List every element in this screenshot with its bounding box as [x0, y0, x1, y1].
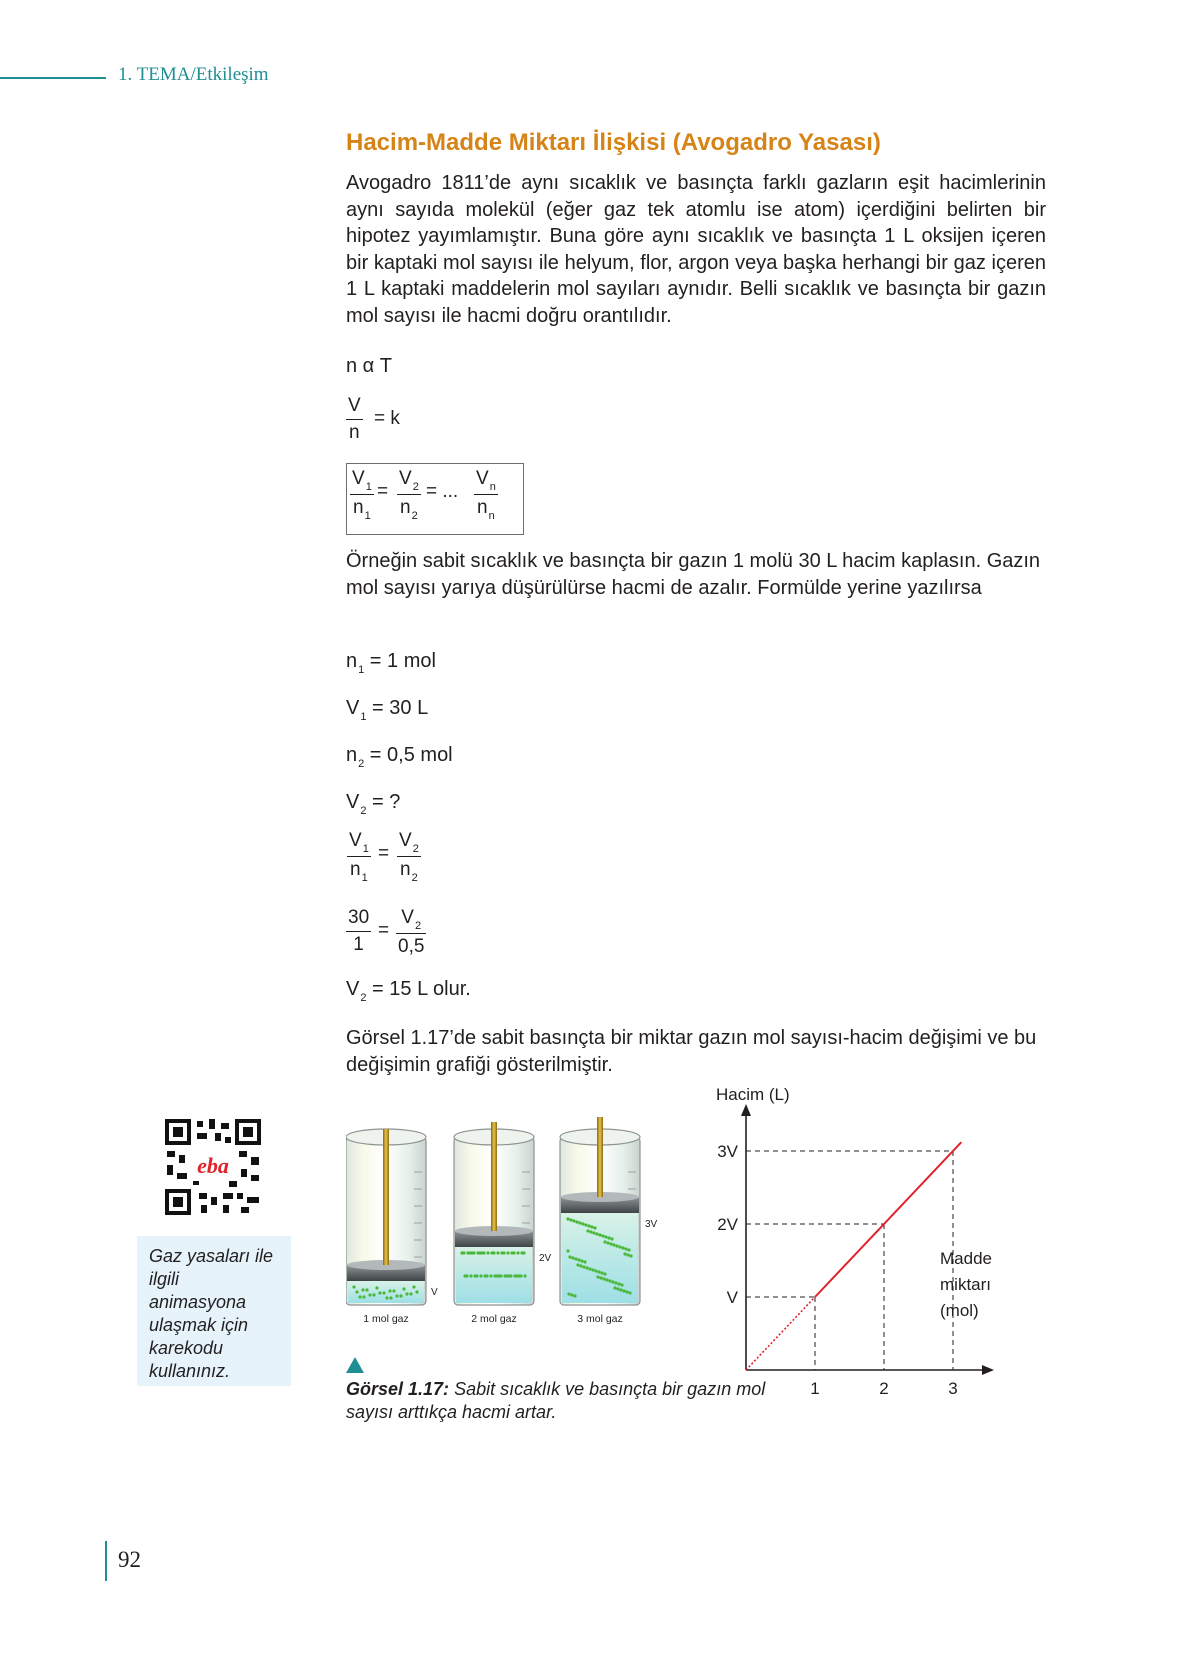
denominator: 0,5: [398, 936, 425, 957]
v-symbol: V: [476, 468, 489, 489]
gas-volume: [348, 1281, 424, 1303]
gas-particle: [402, 1287, 405, 1290]
gas-particle: [566, 1249, 569, 1252]
gas-particle: [624, 1247, 627, 1250]
subscript: 1: [365, 481, 372, 493]
gas-particle: [620, 1283, 623, 1286]
gas-particle: [382, 1291, 385, 1294]
gas-particle: [358, 1295, 361, 1298]
subscript: 2: [414, 920, 422, 932]
gas-particle: [618, 1245, 621, 1248]
gas-particle: [599, 1276, 602, 1279]
equals-sign: =: [378, 920, 390, 941]
gas-particle: [583, 1260, 586, 1263]
gas-particle: [627, 1248, 630, 1251]
volume-label: 3V: [645, 1219, 658, 1230]
gas-particle: [584, 1223, 587, 1226]
formula-substituted-a: [346, 907, 371, 956]
gas-particle: [578, 1221, 581, 1224]
gas-particle: [609, 1242, 612, 1245]
gas-particle: [590, 1225, 593, 1228]
gas-particle: [465, 1274, 468, 1277]
gas-particle: [395, 1294, 398, 1297]
cylinder-2: [454, 1122, 552, 1325]
piston-rod: [491, 1122, 497, 1231]
gas-particle: [512, 1251, 515, 1254]
symbol: V: [346, 978, 360, 1000]
n-symbol: n: [353, 497, 364, 518]
gas-particle: [597, 1270, 600, 1273]
gas-particle: [603, 1240, 606, 1243]
gas-particle: [573, 1294, 576, 1297]
gas-particle: [472, 1251, 475, 1254]
gas-particle: [516, 1251, 519, 1254]
equals-sign: =: [377, 481, 389, 502]
gas-particle: [576, 1263, 579, 1266]
symbol: V: [346, 697, 360, 719]
n-symbol: n: [400, 497, 411, 518]
value-n1: [346, 650, 436, 676]
cylinder-label: 2 mol gaz: [471, 1313, 517, 1325]
gas-particle: [405, 1292, 408, 1295]
gas-particle: [605, 1278, 608, 1281]
gas-particle: [581, 1222, 584, 1225]
gas-particle: [629, 1254, 632, 1257]
gas-particle: [603, 1272, 606, 1275]
x-axis-arrow: [982, 1365, 994, 1375]
cylinder-1: [346, 1129, 438, 1325]
page-number: 92: [118, 1547, 141, 1572]
gas-particle: [409, 1292, 412, 1295]
symbol: n: [346, 650, 358, 672]
gas-particle: [592, 1231, 595, 1234]
formula-vn: [346, 395, 363, 444]
v-symbol: V: [349, 830, 362, 851]
fraction-bar: [397, 494, 421, 495]
gas-particle: [362, 1295, 365, 1298]
gas-particle: [462, 1251, 465, 1254]
gas-particle: [469, 1274, 472, 1277]
gas-particle: [468, 1251, 471, 1254]
gas-particle: [505, 1274, 508, 1277]
gas-particle: [612, 1243, 615, 1246]
gas-particle: [623, 1252, 626, 1255]
gas-particle: [495, 1274, 498, 1277]
subscript: 2: [411, 510, 418, 522]
subscript: 2: [412, 843, 419, 855]
gas-particle: [621, 1246, 624, 1249]
qr-code-icon[interactable]: [163, 1117, 263, 1217]
gas-particle: [475, 1274, 478, 1277]
subscript: 1: [358, 664, 365, 676]
gas-particle: [626, 1253, 629, 1256]
x-tick-label: 3: [948, 1379, 958, 1398]
gas-particle: [502, 1251, 505, 1254]
gas-particle: [482, 1251, 485, 1254]
gas-particle: [570, 1293, 573, 1296]
gas-particle: [568, 1255, 571, 1258]
gas-particle: [613, 1286, 616, 1289]
gas-particle: [586, 1229, 589, 1232]
fraction-bar: [474, 494, 498, 495]
subscript: 1: [362, 843, 369, 855]
gas-particle: [607, 1236, 610, 1239]
gas-particle: [509, 1274, 512, 1277]
gas-particle: [365, 1288, 368, 1291]
subscript: 2: [411, 872, 418, 884]
intro-paragraph: Avogadro 1811’de aynı sıcaklık ve basınçta farklı gazların eşit hacimlerinin aynı sayıda molekül (eğer gaz tek atomlu ise atom) içerdiğini belirten bir hipotez yayımlamıştır. Buna göre aynı sıcaklık ve basınçta 1 L oksijen içeren bir kaptaki mol sayısı ile helyum, flor, argon veya başka herhangi bir gaz içeren 1 L kaptaki maddelerin mol sayıları aynıdır. Belli sıcaklık ve basınçta bir gazın mol sayısı ile hacmi doğru orantılıdır.: [346, 172, 1046, 327]
gas-particle: [585, 1266, 588, 1269]
gas-particle: [580, 1259, 583, 1262]
volume-mol-chart: [700, 1080, 1040, 1400]
gas-particle: [575, 1220, 578, 1223]
value-text: = 15 L olur.: [366, 978, 471, 1000]
gas-particle: [587, 1224, 590, 1227]
piston-rod: [597, 1117, 603, 1197]
piston-cylinders-figure: [346, 1117, 676, 1347]
formula-ratio-b: [397, 830, 421, 883]
cylinder-3: [560, 1117, 658, 1325]
value-text: = 1 mol: [364, 650, 436, 672]
y-axis-arrow: [741, 1104, 751, 1116]
x-tick-label: 2: [879, 1379, 889, 1398]
formula-vn-num: V: [348, 395, 361, 416]
y-tick-label: V: [726, 1288, 738, 1307]
value-text: = 0,5 mol: [364, 744, 453, 766]
subscript: n: [489, 481, 496, 493]
gas-particle: [579, 1264, 582, 1267]
gas-particle: [622, 1289, 625, 1292]
gas-particle: [602, 1277, 605, 1280]
value-text: = ?: [366, 791, 401, 813]
fraction-bar: [346, 931, 371, 932]
gas-particle: [589, 1230, 592, 1233]
subscript: 1: [361, 872, 368, 884]
gas-particle: [372, 1293, 375, 1296]
subscript: n: [488, 510, 495, 522]
result-line: [346, 978, 471, 1004]
fraction-bar: [397, 856, 421, 857]
gas-particle: [392, 1289, 395, 1292]
gas-particle: [361, 1288, 364, 1291]
subscript: 2: [358, 758, 365, 770]
page-number-rule: [105, 1541, 107, 1581]
chapter-header: 1. TEMA/Etkileşim: [118, 64, 269, 85]
gas-particle: [485, 1274, 488, 1277]
gas-particle: [378, 1291, 381, 1294]
series-line: [815, 1142, 961, 1297]
denominator: 1: [353, 934, 364, 955]
formula-substituted-b: [396, 907, 426, 958]
section-title: Hacim-Madde Miktarı İlişkisi (Avogadro Yasası): [346, 129, 881, 156]
gas-particle: [496, 1251, 499, 1254]
fraction-bar: [396, 933, 426, 934]
qr-logo-text: eba: [197, 1153, 229, 1178]
formula-v2n2: [397, 468, 421, 521]
formula-vn-den: n: [349, 422, 360, 443]
subscript: 2: [412, 481, 419, 493]
value-n2: [346, 744, 453, 770]
cylinder-label: 3 mol gaz: [577, 1313, 623, 1325]
subscript: 1: [360, 711, 367, 723]
gas-particle: [523, 1274, 526, 1277]
gas-particle: [606, 1241, 609, 1244]
volume-label: 2V: [539, 1253, 552, 1264]
v-symbol: V: [401, 907, 414, 928]
gas-particle: [506, 1251, 509, 1254]
fraction-bar: [346, 419, 363, 420]
note-text: Gaz yasaları ile ilgili animasyona ulaşmak için karekodu kullanınız.: [149, 1246, 274, 1381]
gas-particle: [615, 1244, 618, 1247]
gas-particle: [593, 1226, 596, 1229]
gas-particle: [486, 1251, 489, 1254]
gas-particle: [610, 1237, 613, 1240]
value-v1: [346, 697, 429, 723]
gas-particle: [515, 1274, 518, 1277]
x-axis-label: Madde: [940, 1249, 992, 1268]
gas-particle: [591, 1268, 594, 1271]
v-symbol: V: [399, 468, 412, 489]
y-tick-label: 3V: [717, 1142, 738, 1161]
gas-particle: [616, 1287, 619, 1290]
gas-particle: [566, 1217, 569, 1220]
x-tick-label: 1: [810, 1379, 820, 1398]
series-line-extrapolated: [746, 1297, 815, 1370]
gas-particle: [388, 1289, 391, 1292]
symbol: n: [346, 744, 358, 766]
header-rule: [0, 77, 106, 79]
equals-sign: =: [378, 843, 390, 864]
gas-particle: [489, 1274, 492, 1277]
gas-particle: [574, 1257, 577, 1260]
gas-particle: [519, 1274, 522, 1277]
gas-particle: [572, 1219, 575, 1222]
gas-particle: [478, 1251, 481, 1254]
gas-particle: [567, 1292, 570, 1295]
n-symbol: n: [350, 859, 361, 880]
n-symbol: n: [477, 497, 488, 518]
gas-particle: [522, 1251, 525, 1254]
gas-particle: [499, 1274, 502, 1277]
gas-particle: [596, 1275, 599, 1278]
gas-particle: [399, 1294, 402, 1297]
numerator: 30: [348, 907, 370, 928]
subscript: 2: [360, 992, 367, 1004]
formula-v1n1: [350, 468, 374, 521]
gas-particle: [415, 1290, 418, 1293]
gas-particle: [601, 1234, 604, 1237]
x-axis-label: (mol): [940, 1301, 979, 1320]
proportion-line: n α T: [346, 355, 393, 377]
gas-particle: [368, 1293, 371, 1296]
gas-particle: [492, 1251, 495, 1254]
gas-particle: [600, 1271, 603, 1274]
y-tick-label: 2V: [717, 1215, 738, 1234]
gas-particle: [628, 1291, 631, 1294]
piston-rod: [383, 1129, 389, 1265]
y-axis-label: Hacim (L): [716, 1085, 790, 1104]
gas-particle: [619, 1288, 622, 1291]
gas-particle: [594, 1269, 597, 1272]
example-paragraph: Örneğin sabit sıcaklık ve basınçta bir gazın 1 molü 30 L hacim kaplasın. Gazın mol sayısı yarıya düşürülürse hacmi de azalır. Formülde yerine yazılırsa: [346, 550, 1041, 599]
value-v2: [346, 791, 401, 817]
gas-particle: [595, 1232, 598, 1235]
gas-particle: [582, 1265, 585, 1268]
v-symbol: V: [352, 468, 365, 489]
gas-particle: [479, 1274, 482, 1277]
subscript: 2: [360, 805, 367, 817]
gas-particle: [352, 1285, 355, 1288]
gas-particle: [375, 1286, 378, 1289]
gas-particle: [412, 1285, 415, 1288]
cylinder-label: 1 mol gaz: [363, 1313, 409, 1325]
gas-particle: [598, 1233, 601, 1236]
formula-ratio-a: [347, 830, 371, 883]
symbol: V: [346, 791, 360, 813]
subscript: 1: [364, 510, 371, 522]
caption-label: Görsel 1.17:: [346, 1379, 450, 1399]
formula-vn-rhs: = k: [374, 408, 400, 429]
gas-particle: [569, 1218, 572, 1221]
gas-particle: [588, 1267, 591, 1270]
gas-particle: [355, 1290, 358, 1293]
fraction-bar: [350, 494, 374, 495]
gas-particle: [577, 1258, 580, 1261]
gas-particle: [611, 1280, 614, 1283]
gas-particle: [617, 1282, 620, 1285]
x-axis-label: miktarı: [940, 1275, 991, 1294]
value-text: = 30 L: [366, 697, 429, 719]
volume-label: V: [431, 1287, 438, 1298]
figure-intro-paragraph: Görsel 1.17’de sabit basınçta bir miktar gazın mol sayısı-hacim değişimi ve bu değişimin grafiği gösterilmiştir.: [346, 1027, 1037, 1076]
gas-particle: [614, 1281, 617, 1284]
caption-triangle-icon: [346, 1357, 364, 1373]
gas-particle: [625, 1290, 628, 1293]
fraction-bar: [347, 856, 371, 857]
n-symbol: n: [400, 859, 411, 880]
gas-particle: [608, 1279, 611, 1282]
gas-particle: [571, 1256, 574, 1259]
gas-particle: [385, 1296, 388, 1299]
caption-text: Sabit sıcaklık ve basınçta bir gazın mol sayısı arttıkça hacmi artar.: [346, 1379, 766, 1422]
gas-particle: [389, 1296, 392, 1299]
gas-particle: [604, 1235, 607, 1238]
equals-ellipsis: = ...: [426, 481, 459, 502]
formula-vnnn: [474, 468, 498, 521]
v-symbol: V: [399, 830, 412, 851]
